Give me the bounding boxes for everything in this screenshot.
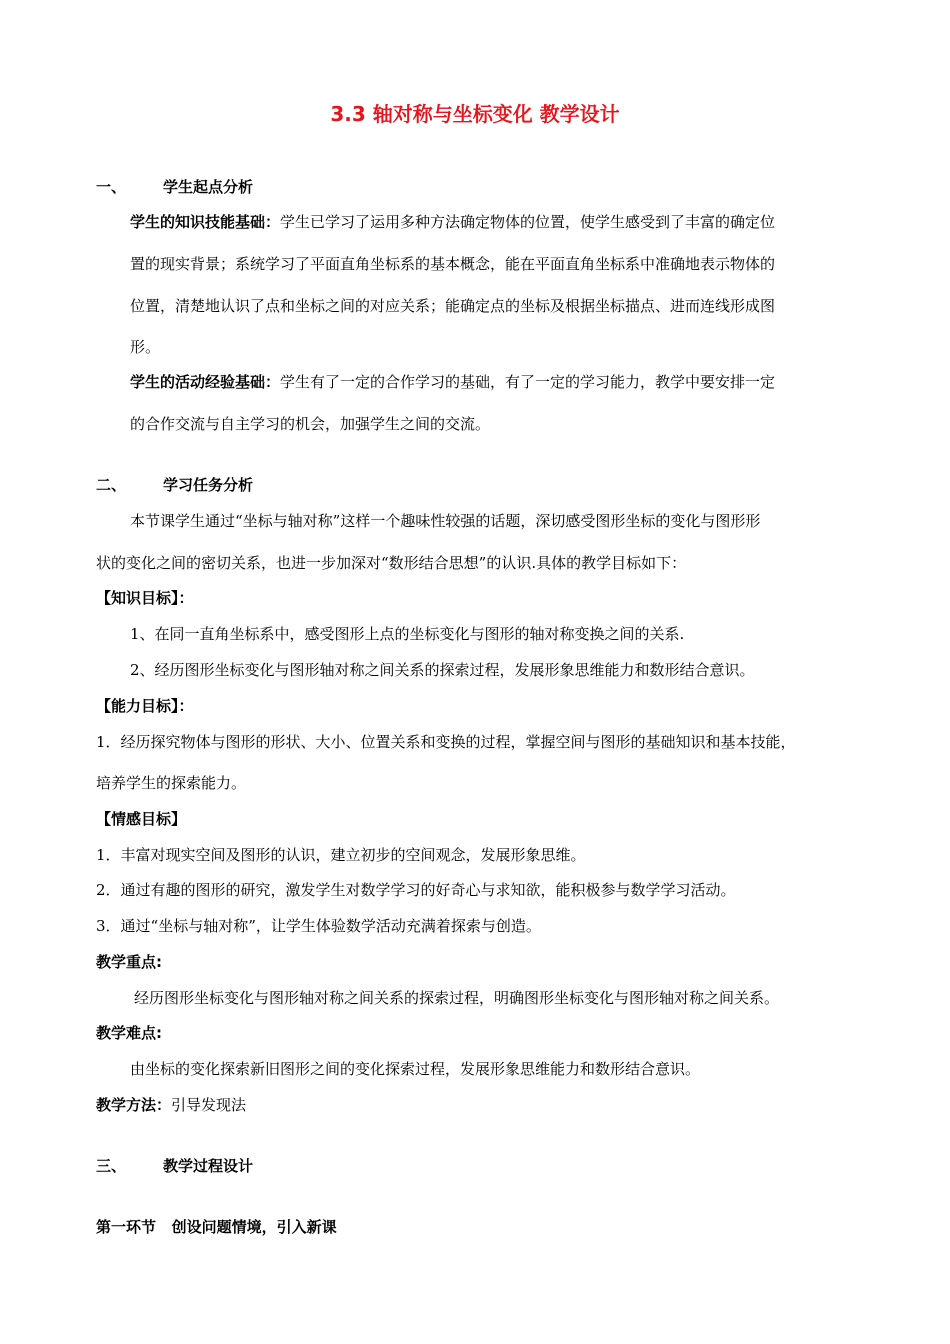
- section1-number: 一、: [96, 178, 127, 196]
- emotion-goal-item: 3．通过“坐标与轴对称”，让学生体验数学活动充满着探索与创造。: [96, 917, 541, 935]
- section1-heading: 学生起点分析: [163, 178, 254, 196]
- section1-paragraph1-line3: 位置，清楚地认识了点和坐标之间的对应关系；能确定点的坐标及根据坐标描点、进而连线形成图: [130, 297, 776, 315]
- teaching-focus-label: 教学重点:: [96, 953, 162, 971]
- stage1-heading: 第一环节 创设问题情境，引入新课: [96, 1218, 337, 1236]
- paragraph-text: 学生有了一定的合作学习的基础，有了一定的学习能力，教学中要安排一定: [280, 373, 776, 391]
- ability-goals-label: 【能力目标】：: [96, 697, 194, 715]
- knowledge-goal-item: 2、经历图形坐标变化与图形轴对称之间关系的探索过程，发展形象思维能力和数形结合意识。: [130, 661, 755, 679]
- section1-paragraph1-line4: 形。: [130, 338, 161, 356]
- teaching-difficulty-text: 由坐标的变化探索新旧图形之间的变化探索过程，发展形象思维能力和数形结合意识。: [130, 1060, 701, 1078]
- emotion-goals-label: 【情感目标】: [96, 810, 187, 828]
- section3-number: 三、: [96, 1157, 127, 1175]
- section3-heading: 教学过程设计: [163, 1157, 254, 1175]
- document-title: 3.3 轴对称与坐标变化 教学设计: [330, 102, 620, 126]
- section2-intro-line1: 本节课学生通过“坐标与轴对称”这样一个趣味性较强的话题，深切感受图形坐标的变化与图形形: [130, 512, 761, 530]
- section1-paragraph1-line1: [130, 212, 775, 232]
- activity-experience-label: 学生的活动经验基础：: [130, 373, 281, 391]
- paragraph-text: 学生已学习了运用多种方法确定物体的位置，使学生感受到了丰富的确定位: [280, 213, 776, 231]
- teaching-method-label: 教学方法：: [96, 1096, 172, 1114]
- section2-heading: 学习任务分析: [163, 476, 254, 494]
- section1-paragraph1-line2: 置的现实背景；系统学习了平面直角坐标系的基本概念，能在平面直角坐标系中准确地表示物体的: [130, 255, 776, 273]
- ability-goal-line1: 1．经历探究物体与图形的形状、大小、位置关系和变换的过程，掌握空间与图形的基础知识和基本技能，: [96, 733, 796, 751]
- ability-goal-line2: 培养学生的探索能力。: [96, 774, 247, 792]
- emotion-goal-item: 2．通过有趣的图形的研究，激发学生对数学学习的好奇心与求知欲，能积极参与数学学习活动。: [96, 881, 736, 899]
- section1-paragraph2-line1: [130, 372, 775, 392]
- knowledge-goals-label: 【知识目标】：: [96, 589, 194, 607]
- section2-intro-line2: 状的变化之间的密切关系，也进一步加深对“数形结合思想”的认识.具体的教学目标如下：: [96, 554, 687, 572]
- section2-number: 二、: [96, 476, 127, 494]
- knowledge-goal-item: 1、在同一直角坐标系中，感受图形上点的坐标变化与图形的轴对称变换之间的关系.: [130, 625, 685, 643]
- emotion-goal-item: 1．丰富对现实空间及图形的认识，建立初步的空间观念，发展形象思维。: [96, 846, 586, 864]
- teaching-difficulty-label: 教学难点:: [96, 1024, 162, 1042]
- teaching-method-text: 引导发现法: [171, 1096, 247, 1114]
- teaching-method-line: [96, 1095, 246, 1115]
- teaching-focus-text: 经历图形坐标变化与图形轴对称之间关系的探索过程，明确图形坐标变化与图形轴对称之间关系。: [134, 989, 780, 1007]
- section1-paragraph2-line2: 的合作交流与自主学习的机会，加强学生之间的交流。: [130, 415, 491, 433]
- knowledge-skill-label: 学生的知识技能基础：: [130, 213, 281, 231]
